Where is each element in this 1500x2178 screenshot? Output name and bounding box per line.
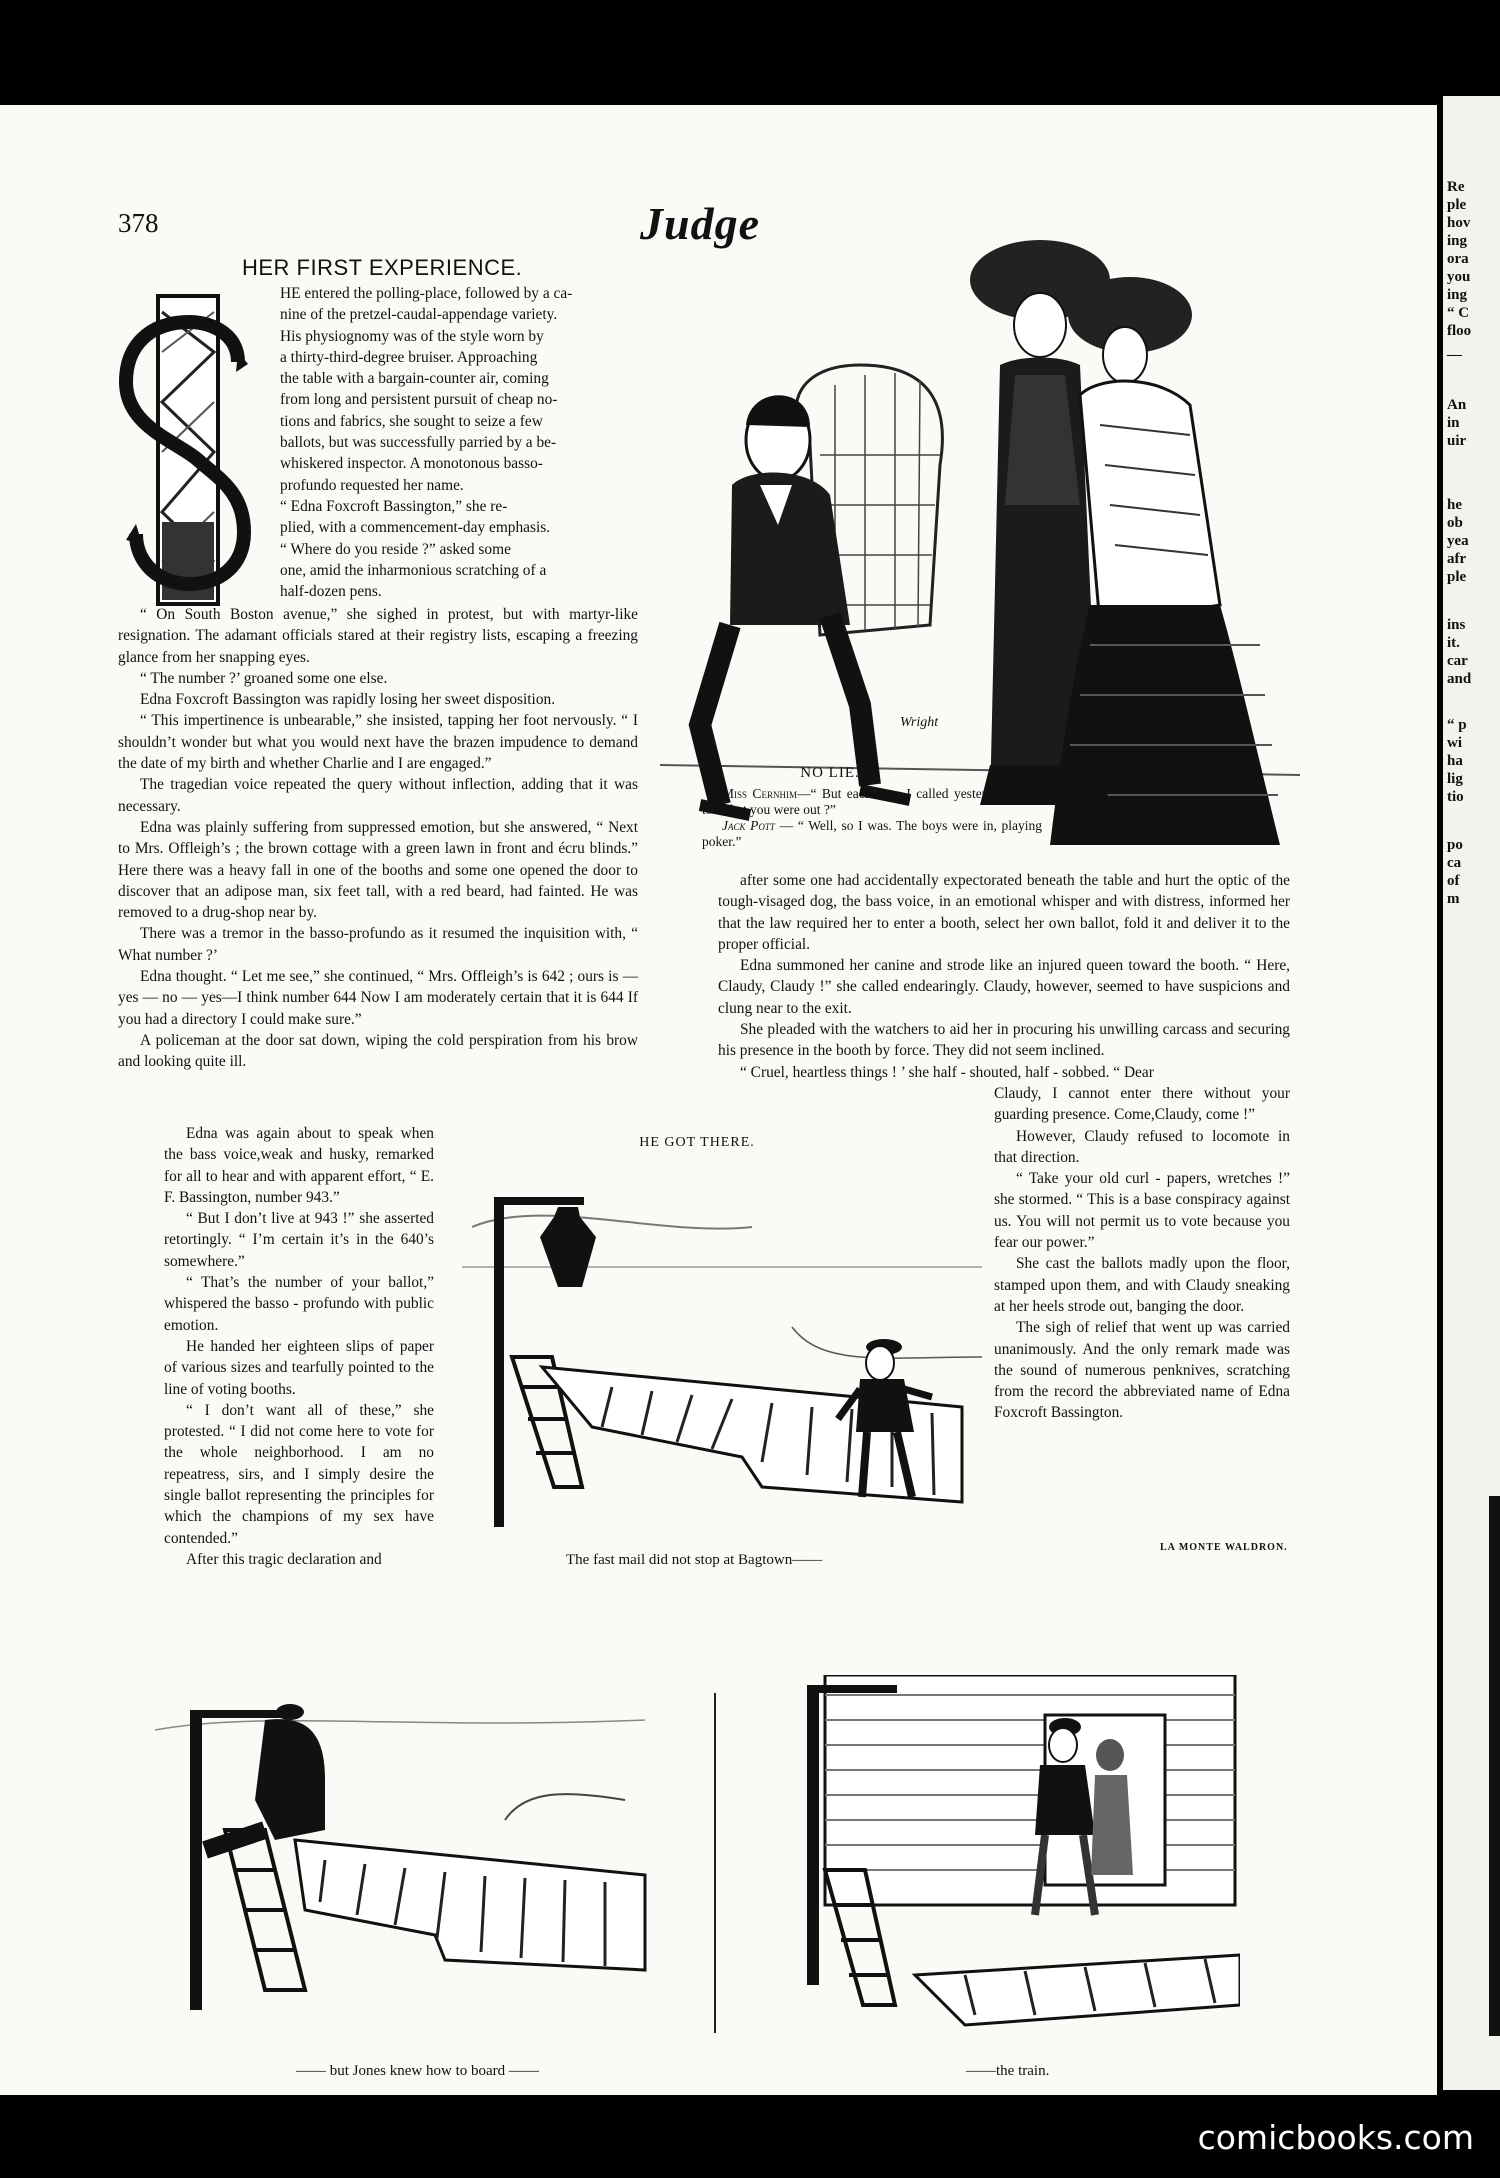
cartoon-dialogue <box>702 786 1042 850</box>
edge-text-fragment: tio <box>1447 789 1464 805</box>
dialogue-line-1: —“ But each time I called yesterday I was told that you were out ?” <box>702 786 1043 817</box>
site-watermark: comicbooks.com <box>1197 2118 1474 2157</box>
story-paragraph: “ On South Boston avenue,” she sighed in protest, but with martyr-like resignation. The adamant officials stared at their registry lists, escaping a freezing glance from her snapping eyes. <box>118 606 638 666</box>
speaker-miss-cernhim: Miss Cernhim <box>722 786 797 801</box>
story-paragraph: After this tragic declaration and <box>186 1550 382 1568</box>
story-paragraph: after some one had accidentally expectorated beneath the table and hurt the optic of the tough-visaged dog, the bass voice, in an emotional whisper and with distress, informed her that the law required her to enter a booth, select her own ballot, fold it and deliver it to the proper official. <box>718 872 1290 953</box>
edge-text-fragment: wi <box>1447 735 1462 751</box>
intro-line: “ Where do you reside ?” asked some <box>280 540 511 558</box>
intro-line: HE entered the polling-place, followed by a ca- <box>280 285 573 302</box>
story-paragraph: Edna was plainly suffering from suppressed emotion, but she answered, “ Next to Mrs. Offleigh’s ; the brown cottage with a green lawn in front and écru blinds.” Here there was a heavy fall in one of the booths and some one opened the door to discover that an adipose man, six feet tall, with a red beard, had fainted. He was removed to a drug-shop near by. <box>118 818 638 922</box>
no-lie-illustration <box>660 205 1300 865</box>
edge-text-fragment: ob <box>1447 515 1463 531</box>
page-number: 378 <box>118 208 159 238</box>
edge-text-fragment: ha <box>1447 753 1463 769</box>
edge-text-fragment: “ p <box>1447 717 1467 733</box>
intro-line: His physiognomy was of the style worn by <box>280 327 544 345</box>
intro-line: nine of the pretzel-caudal-appendage variety. <box>280 306 558 324</box>
strip-caption-3: ——the train. <box>966 2063 1050 2079</box>
strip-caption-1: The fast mail did not stop at Bagtown—— <box>566 1552 823 1568</box>
edge-text-fragment: and <box>1447 671 1472 687</box>
edge-text-fragment: ora <box>1447 251 1469 267</box>
intro-line: profundo requested her name. <box>280 476 464 494</box>
intro-line: “ Edna Foxcroft Bassington,” she re- <box>280 497 508 515</box>
strip-panel-2 <box>145 1690 665 2050</box>
artist-signature: Wright <box>900 715 939 730</box>
story-paragraph: “ The number ?’ groaned some one else. <box>140 669 388 687</box>
story-paragraph: She cast the ballots madly upon the floor, stamped upon them, and with Claudy sneaking at her heels strode out, banging the door. <box>994 1255 1290 1315</box>
edge-text-fragment: ca <box>1447 855 1462 871</box>
story-intro <box>280 283 636 602</box>
story-paragraph: He handed her eighteen slips of paper of various sizes and tearfully pointed to the line of voting booths. <box>164 1337 434 1398</box>
edge-text-fragment: of <box>1447 873 1460 889</box>
edge-text-fragment: ple <box>1447 569 1467 585</box>
edge-text-fragment: you <box>1447 269 1471 285</box>
intro-line: the table with a bargain-counter air, coming <box>280 370 549 388</box>
author-credit: LA MONTE WALDRON. <box>1160 1542 1288 1553</box>
edge-text-fragment: m <box>1447 891 1460 907</box>
edge-text-fragment: lig <box>1447 771 1463 787</box>
story-paragraph: “ Take your old curl - papers, wretches !” she stormed. “ This is a base conspiracy against us. You will not permit us to vote because you fear our power.” <box>994 1170 1290 1252</box>
edge-text-fragment: ple <box>1447 197 1467 213</box>
story-column-2 <box>718 870 1290 1083</box>
adjacent-page-edge <box>1443 96 1500 2090</box>
story-column-1 <box>118 604 638 1073</box>
edge-text-fragment: “ C <box>1447 305 1470 321</box>
story-paragraph: The sigh of relief that went up was carried unanimously. And the only remark made was the sound of numerous penknives, scratching from the record the abbreviated name of Edna Foxcroft Bassington. <box>994 1319 1290 1422</box>
edge-text-fragment: in <box>1447 415 1460 431</box>
story-paragraph: “ Cruel, heartless things ! ’ she half - shouted, half - sobbed. “ Dear <box>740 1063 1154 1081</box>
edge-text-fragment: ing <box>1447 233 1468 249</box>
magazine-page <box>0 105 1437 2095</box>
story-paragraph: A policeman at the door sat down, wiping the cold perspiration from his brow and looking quite ill. <box>118 1031 638 1071</box>
story-column-1-narrow <box>164 1123 434 1570</box>
edge-text-fragment: — <box>1447 347 1462 363</box>
intro-line: whiskered inspector. A monotonous basso- <box>280 455 543 473</box>
story-paragraph: She pleaded with the watchers to aid her in procuring his unwilling carcass and securing his presence in the booth by force. They did not seem inclined. <box>718 1021 1290 1060</box>
story-paragraph: “ I don’t want all of these,” she protested. “ I did not come here to vote for the whole neighborhood. I am no repeatress, sirs, and I simply desire the single ballot representing the principles for which the champions of my sex have contended.” <box>164 1401 434 1547</box>
intro-line: a thirty-third-degree bruiser. Approaching <box>280 348 538 366</box>
edge-text-fragment: An <box>1447 397 1467 413</box>
strip-divider <box>714 1693 716 2033</box>
edge-text-fragment: ins <box>1447 617 1466 633</box>
strip-panel-3 <box>765 1675 1240 2055</box>
strip-caption-2: —— but Jones knew how to board —— <box>296 2063 539 2079</box>
intro-line: ballots, but was successfully parried by a be- <box>280 434 557 452</box>
strip-panel-1 <box>462 1157 982 1542</box>
edge-text-fragment: uir <box>1447 433 1467 449</box>
intro-line: one, amid the inharmonious scratching of a <box>280 561 547 579</box>
intro-line: from long and persistent pursuit of cheap no- <box>280 391 558 409</box>
masthead-title: Judge <box>640 198 760 249</box>
strip-title: HE GOT THERE. <box>639 1135 755 1150</box>
story-paragraph: Claudy, I cannot enter there without your guarding presence. Come,Claudy, come !” <box>994 1085 1290 1124</box>
story-column-2-narrow <box>994 1083 1290 1424</box>
intro-line: tions and fabrics, she sought to seize a few <box>280 412 543 430</box>
edge-text-fragment: it. <box>1447 635 1460 651</box>
edge-text-fragment: he <box>1447 497 1462 513</box>
intro-line: plied, with a commencement-day emphasis. <box>280 519 551 537</box>
story-paragraph: “ But I don’t live at 943 !” she asserted retortingly. “ I’m certain it’s in the 640’s somewhere.” <box>164 1210 434 1270</box>
edge-text-fragment: yea <box>1447 533 1469 549</box>
edge-text-fragment: hov <box>1447 215 1471 231</box>
edge-text-fragment: po <box>1447 837 1463 853</box>
story-paragraph: “ That’s the number of your ballot,” whispered the basso - profundo with public emotion. <box>164 1274 434 1334</box>
speaker-jack-pott: Jack Pott <box>722 818 775 833</box>
story-paragraph: Edna was again about to speak when the bass voice,weak and husky, remarked for all to hear and with apparent effort, “ E. F. Bassington, number 943.” <box>164 1125 434 1206</box>
story-title: HER FIRST EXPERIENCE. <box>242 255 523 280</box>
story-paragraph: There was a tremor in the basso-profundo as it resumed the inquisition with, “ What number ?’ <box>118 925 638 964</box>
story-paragraph: Edna summoned her canine and strode like an injured queen toward the booth. “ Here, Claudy, Claudy !” she called endearingly. Claudy, however, seemed to have suspicions and clung near to the exit. <box>718 957 1290 1017</box>
edge-text-fragment: floo <box>1447 323 1472 339</box>
edge-text-fragment: car <box>1447 653 1468 669</box>
story-paragraph: Edna thought. “ Let me see,” she continued, “ Mrs. Offleigh’s is 642 ; ours is — yes — no — yes—I think number 644 Now I am moderately certain that it is 644 If you had a directory I could make sure.” <box>118 968 638 1028</box>
story-paragraph: “ This impertinence is unbearable,” she insisted, tapping her foot nervously. “ I shouldn’t wonder but what you would next have the brazen impudence to demand the date of my birth and whether Charlie and I are engaged.” <box>118 712 638 773</box>
edge-text-fragment: afr <box>1447 551 1467 567</box>
edge-dark-bar <box>1489 1496 1500 2036</box>
dialogue-line-2: — “ Well, so I was. The boys were in, playing poker.” <box>702 818 1042 849</box>
story-paragraph: Edna Foxcroft Bassington was rapidly losing her sweet disposition. <box>140 691 556 709</box>
cartoon-title: NO LIE. <box>800 765 860 781</box>
edge-text-fragment: ing <box>1447 287 1468 303</box>
drop-cap-illustration <box>118 292 266 614</box>
story-paragraph: However, Claudy refused to locomote in that direction. <box>994 1127 1290 1166</box>
edge-text-fragment: Re <box>1447 179 1465 195</box>
story-paragraph: The tragedian voice repeated the query without inflection, adding that it was necessary. <box>118 776 638 815</box>
intro-line: half-dozen pens. <box>280 583 382 601</box>
